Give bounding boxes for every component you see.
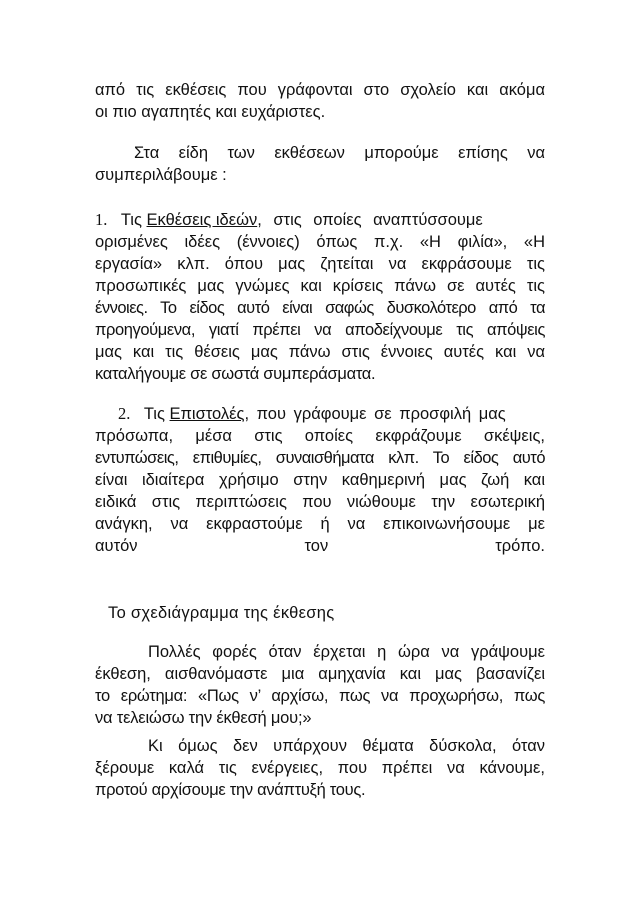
text-line: είναι ιδιαίτερα χρήσιμο στην καθημερινή μας ζωή και <box>95 471 545 489</box>
text-line: το ερώτημα: «Πως ν’ αρχίσω, πως να προχωρήσω, πως <box>95 687 545 705</box>
link-ekthesis-ideon[interactable]: Εκθέσεις ιδεών <box>146 211 258 229</box>
list-number: 1. <box>95 210 108 229</box>
text-fragment: Τις <box>120 211 142 229</box>
text-line: Πολλές φορές όταν έρχεται η ώρα να γράψουμε <box>148 643 545 661</box>
link-epistoles[interactable]: Επιστολές <box>169 405 245 423</box>
text-line: καταλήγουμε σε σωστά συμπεράσματα. <box>95 365 376 383</box>
text-line: να τελειώσω την έκθεσή μου;» <box>95 709 312 727</box>
list-item-2-heading <box>118 403 545 425</box>
text-fragment: , που γράφουμε σε προσφιλή μας <box>244 405 506 423</box>
text-line: ορισμένες ιδέες (έννοιες) όπως π.χ. «Η φιλία», «Η <box>95 233 545 251</box>
text-line: εντυπώσεις, επιθυμίες, συναισθήματα κλπ. Το είδος αυτό <box>95 449 545 467</box>
text-line: μας και τις θέσεις μας πάνω στις έννοιες αυτές και να <box>95 343 545 361</box>
text-line: πρόσωπα, μέσα στις οποίες εκφράζουμε σκέψεις, <box>95 427 545 445</box>
text-fragment: Τις <box>143 405 165 423</box>
text-line: οι πιο αγαπητές και ευχάριστες. <box>95 103 326 121</box>
text-line: εργασία» κλπ. όπου μας ζητείται να εκφράσουμε τις <box>95 255 545 273</box>
text-line: αυτόν τον τρόπο. <box>95 537 545 555</box>
text-line: από τις εκθέσεις που γράφονται στο σχολείο και ακόμα <box>95 81 545 99</box>
text-line: ξέρουμε καλά τις ενέργειες, που πρέπει να κάνουμε, <box>95 759 545 777</box>
section-heading: Το σχεδιάγραμμα της έκθεσης <box>108 604 335 622</box>
text-line: Κι όμως δεν υπάρχουν θέματα δύσκολα, όταν <box>148 737 545 755</box>
text-line: ανάγκη, να εκφραστούμε ή να επικοινωνήσουμε με <box>95 515 545 533</box>
text-line: προτού αρχίσουμε την ανάπτυξή τους. <box>95 781 366 799</box>
list-item-1-heading <box>95 209 545 231</box>
list-number: 2. <box>118 404 131 423</box>
text-line: ειδικά στις περιπτώσεις που νιώθουμε την εσωτερική <box>95 493 545 511</box>
text-line: έκθεση, αισθανόμαστε μια αμηχανία και μας βασανίζει <box>95 665 545 683</box>
text-line: Στα είδη των εκθέσεων μπορούμε επίσης να <box>134 144 545 162</box>
text-line: έννοιες. Το είδος αυτό είναι σαφώς δυσκολότερο από τα <box>95 299 545 317</box>
text-line: προηγούμενα, γιατί πρέπει να αποδείχνουμε τις απόψεις <box>95 321 545 339</box>
text-line: συμπεριλάβουμε : <box>95 166 227 184</box>
text-line: προσωπικές μας γνώμες και κρίσεις πάνω σε αυτές τις <box>95 277 545 295</box>
text-fragment: , στις οποίες αναπτύσσουμε <box>257 211 483 229</box>
